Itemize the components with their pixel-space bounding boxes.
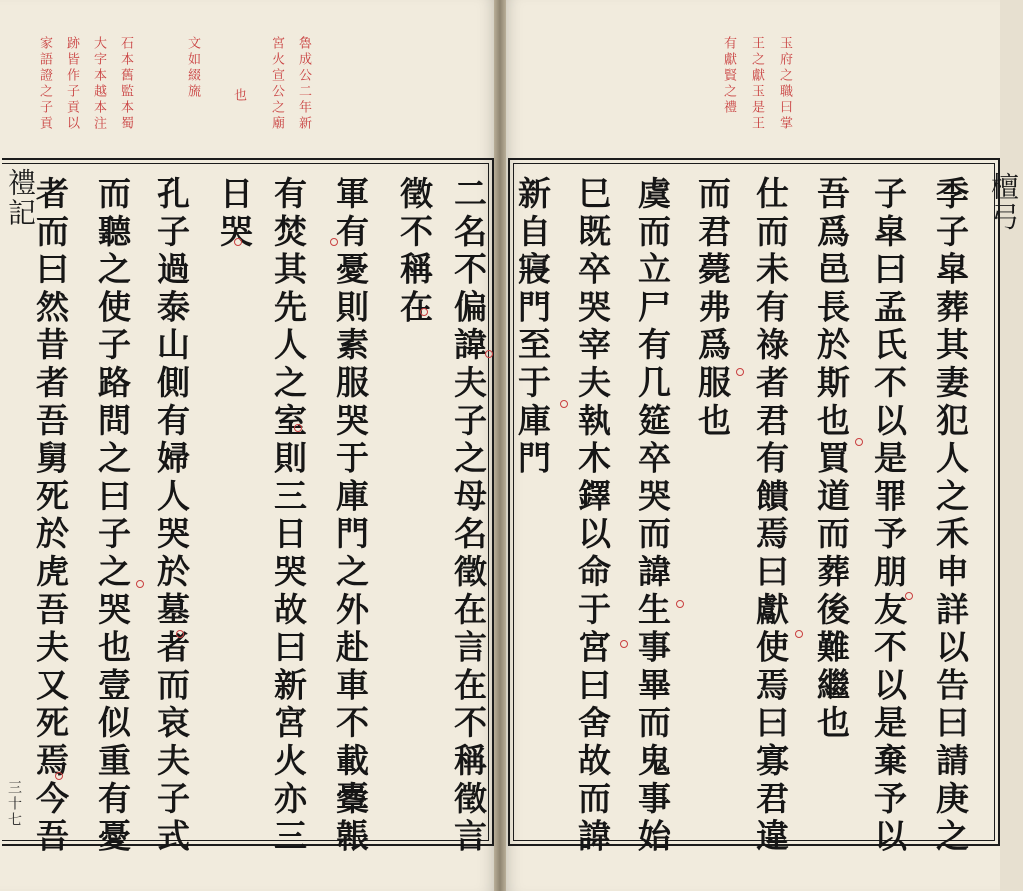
red-punctuation-mark xyxy=(560,400,568,408)
red-punctuation-mark xyxy=(736,368,744,376)
text-column: 仕而未有祿者君有饋焉曰獻使焉曰寡君違 xyxy=(751,176,790,857)
text-column: 子皐曰孟氏不以是罪予朋友不以是棄予以 xyxy=(869,176,908,857)
red-annotation: 也 xyxy=(231,88,246,104)
red-punctuation-mark xyxy=(234,238,242,246)
red-punctuation-mark xyxy=(485,350,493,358)
text-column: 季子皐葬其妻犯人之禾申詳以告曰請庚之 xyxy=(931,176,970,857)
red-punctuation-mark xyxy=(330,238,338,246)
red-annotation: 跡皆作子貢以 xyxy=(64,36,79,132)
text-column: 吾爲邑長於斯也買道而葬後難繼也 xyxy=(812,176,851,743)
red-punctuation-mark xyxy=(55,772,63,780)
red-annotation: 宮火宣公之廟 xyxy=(269,36,284,132)
text-column: 有焚其先人之室則三日哭故曰新宮火亦三 xyxy=(269,176,308,857)
text-column: 二名不偏諱夫子之母名徵在言在不稱徵言 xyxy=(449,176,488,857)
red-annotation: 大字本越本注 xyxy=(91,36,106,132)
red-annotation: 文如綴旒 xyxy=(185,36,200,100)
red-annotation: 石本舊監本蜀 xyxy=(118,36,133,132)
red-annotation: 家語證之子貢 xyxy=(37,36,52,132)
text-column: 者而曰然昔者吾舅死於虎吾夫又死焉今吾 xyxy=(31,176,70,857)
red-punctuation-mark xyxy=(420,308,428,316)
red-punctuation-mark xyxy=(620,640,628,648)
red-punctuation-mark xyxy=(676,600,684,608)
red-annotation: 玉府之職曰掌 xyxy=(777,36,792,132)
red-punctuation-mark xyxy=(176,630,184,638)
text-column: 虞而立尸有几筵卒哭而諱生事畢而鬼事始 xyxy=(633,176,672,857)
left-edge-title: 禮記 xyxy=(4,168,37,228)
red-punctuation-mark xyxy=(136,580,144,588)
red-punctuation-mark xyxy=(294,424,302,432)
red-annotation: 魯成公二年新 xyxy=(296,36,311,132)
text-column: 而君薨弗爲服也 xyxy=(693,176,732,441)
folio-number: 三十七 xyxy=(6,780,22,828)
text-column: 孔子過泰山側有婦人哭於墓者而哀夫子式 xyxy=(152,176,191,857)
text-column: 新自寢門至于庫門 xyxy=(513,176,552,479)
text-column: 而聽之使子路問之曰子之哭也壹似重有憂 xyxy=(93,176,132,857)
red-annotation: 有獻賢之禮 xyxy=(721,36,736,116)
red-annotation: 王之獻玉是王 xyxy=(749,36,764,132)
text-column: 徵不稱在 xyxy=(395,176,434,328)
red-punctuation-mark xyxy=(795,630,803,638)
text-column: 日哭 xyxy=(215,176,254,252)
text-column: 軍有憂則素服哭于庫門之外赴車不載櫜韔 xyxy=(331,176,370,857)
text-column: 巳既卒哭宰夫執木鐸以命于宮曰舍故而諱 xyxy=(573,176,612,857)
book-gutter xyxy=(494,0,506,891)
right-edge-title: 檀弓 xyxy=(987,172,1020,232)
red-punctuation-mark xyxy=(905,592,913,600)
red-punctuation-mark xyxy=(855,438,863,446)
